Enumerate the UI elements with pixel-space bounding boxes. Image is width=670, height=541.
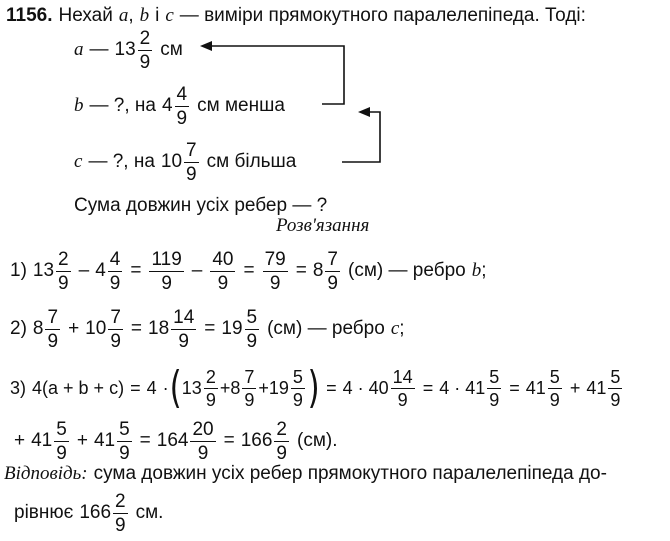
step-3b-plus-2: + bbox=[76, 430, 88, 451]
given-b-rest: см менша bbox=[197, 95, 285, 116]
given-c-rest: см більша bbox=[206, 151, 297, 172]
step-1-t1-whole: 13 bbox=[32, 260, 55, 281]
step-3-close-paren: ) bbox=[307, 362, 320, 413]
step-3-label: 3) bbox=[10, 377, 27, 398]
step-1-eq1: = bbox=[130, 260, 142, 281]
step-2-res-fraction: $\frac{5}{9}$ bbox=[246, 306, 258, 352]
problem-number: 1156. bbox=[6, 5, 53, 26]
step-3-p3-whole: 19 bbox=[268, 377, 289, 398]
step-3b-eq2: = bbox=[223, 430, 235, 451]
given-a-unit: см bbox=[160, 39, 183, 60]
answer-line-2 bbox=[14, 486, 163, 540]
step-1-t2-fraction: $\frac{4}{9}$ bbox=[109, 248, 121, 294]
step-1-t2-whole: 4 bbox=[95, 260, 106, 281]
step-2-tail-var: c bbox=[390, 318, 400, 339]
step-3-m1-whole: 4 · 40 bbox=[342, 377, 389, 398]
step-1-res-fraction: $\frac{7}{9}$ bbox=[327, 248, 338, 294]
answer-res-whole: 166 bbox=[79, 502, 112, 523]
solution-title: Розв'язання bbox=[276, 215, 370, 236]
given-a bbox=[74, 28, 183, 72]
step-3b-t1-fraction: $\frac{5}{9}$ bbox=[56, 418, 67, 464]
step-2-res-whole: 19 bbox=[221, 318, 243, 339]
step-3-p1-fraction: $\frac{2}{9}$ bbox=[205, 366, 216, 410]
step-3-m2-fraction: $\frac{5}{9}$ bbox=[489, 366, 500, 410]
given-c-fraction: $\frac{7}{9}$ bbox=[186, 139, 197, 185]
answer-text-1: сума довжин усіх ребер прямокутного паралелепіпеда до- bbox=[93, 463, 607, 484]
step-3-m4-whole: 41 bbox=[586, 377, 607, 398]
step-1-tail-var: b bbox=[471, 260, 482, 281]
step-3b-t2-whole: 41 bbox=[93, 430, 116, 451]
step-1-label: 1) bbox=[10, 260, 27, 281]
step-3-lhs: 4(a + b + c) bbox=[32, 377, 125, 398]
var-a: a bbox=[118, 5, 129, 26]
step-1-minus: – bbox=[78, 260, 90, 281]
solution-title-line bbox=[276, 208, 369, 244]
step-1-f3: $\frac{79}{9}$ bbox=[264, 248, 286, 294]
answer-unit: см. bbox=[135, 502, 164, 523]
step-2-tail: (см) — ребро bbox=[267, 318, 385, 339]
given-c-var: c bbox=[74, 151, 83, 172]
sep-comma: , bbox=[128, 5, 134, 26]
step-3b-t1-whole: 41 bbox=[31, 430, 53, 451]
step-3-dot: · bbox=[162, 377, 169, 398]
step-2-m-fraction: $\frac{14}{9}$ bbox=[173, 306, 195, 352]
step-2-end: ; bbox=[399, 318, 405, 339]
step-3b-plus-1: + bbox=[14, 430, 26, 451]
step-3-open-paren: ( bbox=[169, 362, 182, 413]
answer-label: Відповідь: bbox=[4, 463, 88, 484]
step-2-label: 2) bbox=[10, 318, 27, 339]
step-2-t1-whole: 8 bbox=[32, 318, 44, 339]
step-1-eq3: = bbox=[295, 260, 307, 281]
step-2-eq2: = bbox=[204, 318, 216, 339]
step-3b-eq1: = bbox=[139, 430, 151, 451]
step-3 bbox=[10, 358, 624, 418]
step-3-p1-whole: 13 bbox=[181, 377, 202, 398]
step-1-f1: $\frac{119}{9}$ bbox=[151, 248, 182, 294]
question-text: Сума довжин усіх ребер — ? bbox=[74, 195, 328, 216]
given-b-whole: 4 bbox=[161, 95, 173, 116]
step-3b-t2-fraction: $\frac{5}{9}$ bbox=[119, 418, 130, 464]
step-2-plus: + bbox=[68, 318, 80, 339]
step-3-m3-fraction: $\frac{5}{9}$ bbox=[549, 366, 560, 410]
arrow-b-to-a-head bbox=[200, 41, 212, 51]
answer-res-fraction: $\frac{2}{9}$ bbox=[115, 490, 126, 536]
answer-text-2: рівнює bbox=[14, 502, 74, 523]
step-1-t1-fraction: $\frac{2}{9}$ bbox=[58, 248, 69, 294]
step-3b-res-fraction: $\frac{2}{9}$ bbox=[276, 418, 287, 464]
given-b-fraction: $\frac{4}{9}$ bbox=[176, 83, 188, 129]
step-2-t1-fraction: $\frac{7}{9}$ bbox=[47, 306, 59, 352]
step-3-eq2: = bbox=[326, 377, 337, 398]
given-b bbox=[74, 84, 285, 128]
given-a-dash: — bbox=[89, 39, 109, 60]
step-3b-m-whole: 164 bbox=[156, 430, 189, 451]
var-b: b bbox=[139, 5, 150, 26]
step-3b-m-fraction: $\frac{20}{9}$ bbox=[192, 418, 214, 464]
step-3-m3-whole: 41 bbox=[525, 377, 546, 398]
sep-and: і bbox=[155, 5, 160, 26]
step-3-m1-fraction: $\frac{14}{9}$ bbox=[392, 366, 413, 410]
step-2-eq1: = bbox=[130, 318, 142, 339]
step-3-eq1: = bbox=[130, 377, 141, 398]
intro-text-b: — виміри прямокутного паралелепіпеда. Тоді: bbox=[179, 5, 586, 26]
step-1-tail: (см) — ребро bbox=[348, 260, 466, 281]
given-b-var: b bbox=[74, 95, 84, 116]
given-c-question: — ?, на bbox=[88, 151, 155, 172]
step-2-m-whole: 18 bbox=[148, 318, 170, 339]
step-3b-tail: (см). bbox=[297, 430, 338, 451]
step-3-p2-fraction: $\frac{7}{9}$ bbox=[244, 366, 255, 410]
var-c: c bbox=[165, 5, 174, 26]
step-2-t2-whole: 10 bbox=[85, 318, 107, 339]
step-3-p2-whole: 8 bbox=[230, 377, 241, 398]
intro-text-a: Нехай bbox=[58, 5, 113, 26]
step-2-t2-fraction: $\frac{7}{9}$ bbox=[110, 306, 121, 352]
step-1-f2: $\frac{40}{9}$ bbox=[212, 248, 234, 294]
step-2 bbox=[10, 302, 405, 356]
step-3-four: 4 bbox=[146, 377, 157, 398]
step-1 bbox=[10, 244, 487, 298]
given-a-var: a bbox=[74, 39, 84, 60]
step-3-plus-1: + bbox=[219, 377, 231, 398]
given-a-whole: 13 bbox=[114, 39, 136, 60]
step-3-m2-whole: 4 · 41 bbox=[439, 377, 486, 398]
step-3-eq4: = bbox=[509, 377, 520, 398]
step-3-plus-3: + bbox=[569, 377, 581, 398]
step-3-plus-2: + bbox=[258, 377, 269, 398]
arrow-c-to-b bbox=[342, 112, 380, 162]
given-c-whole: 10 bbox=[160, 151, 183, 172]
step-3-m4-fraction: $\frac{5}{9}$ bbox=[610, 366, 621, 410]
step-1-minus-2: – bbox=[191, 260, 203, 281]
step-3-p3-fraction: $\frac{5}{9}$ bbox=[292, 366, 303, 410]
given-b-question: — ?, на bbox=[89, 95, 156, 116]
step-3-eq3: = bbox=[422, 377, 434, 398]
given-a-fraction: $\frac{2}{9}$ bbox=[139, 27, 151, 73]
step-1-res-whole: 8 bbox=[312, 260, 324, 281]
step-1-end: ; bbox=[481, 260, 487, 281]
step-3b-res-whole: 166 bbox=[240, 430, 273, 451]
arrow-c-to-b-head bbox=[358, 107, 370, 117]
step-1-eq2: = bbox=[243, 260, 255, 281]
given-c bbox=[74, 140, 296, 184]
